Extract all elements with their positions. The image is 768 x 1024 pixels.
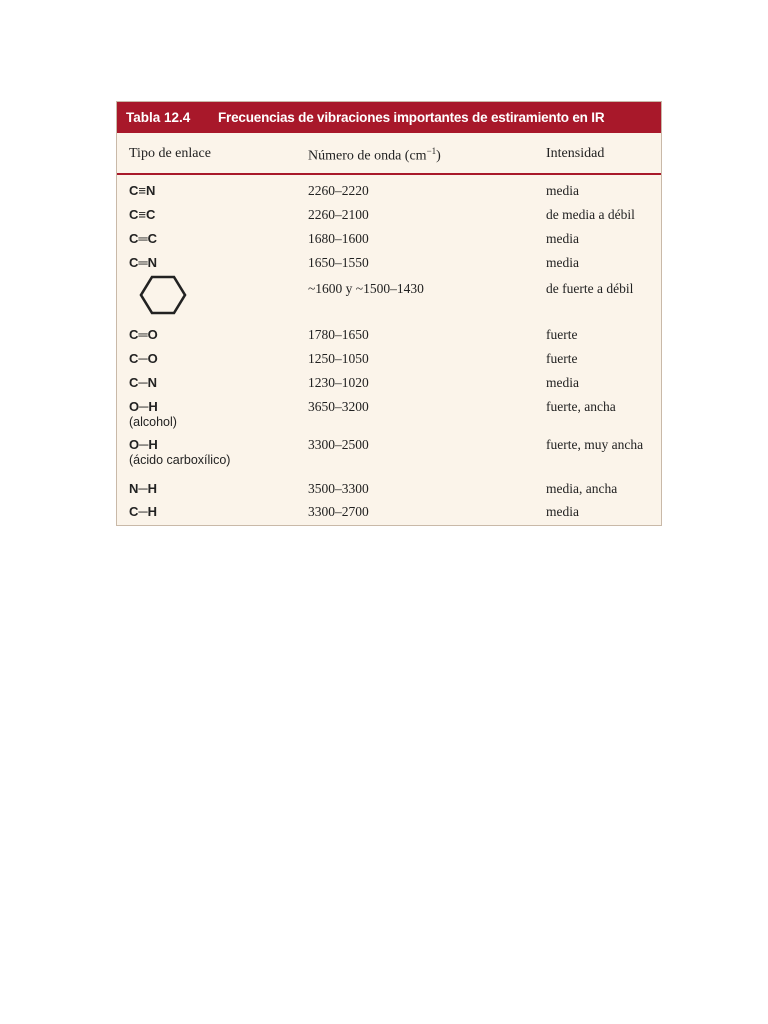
bond-note: (ácido carboxílico) <box>129 453 231 467</box>
intensity: media <box>546 183 579 198</box>
ir-frequency-table <box>116 101 662 526</box>
bond-formula: C═N <box>129 255 157 270</box>
bond-formula: C═O <box>129 327 158 342</box>
col-header-wavenumber-sup: −1 <box>426 146 437 156</box>
table-title: Frecuencias de vibraciones importantes de estiramiento en IR <box>218 110 605 125</box>
wavenumber-range: 1780–1650 <box>308 327 369 342</box>
intensity: media <box>546 375 579 390</box>
col-header-wavenumber <box>308 146 441 165</box>
column-headers <box>117 133 661 175</box>
intensity: fuerte <box>546 351 578 366</box>
bond-type <box>129 183 155 198</box>
bond-formula: O─H <box>129 399 158 414</box>
wavenumber-range: 1650–1550 <box>308 255 369 270</box>
intensity: de media a débil <box>546 207 635 222</box>
bond-type <box>129 351 158 366</box>
intensity: fuerte, ancha <box>546 399 616 414</box>
bond-type <box>129 504 157 519</box>
col-header-wavenumber-close: ) <box>436 148 441 164</box>
wavenumber-range: 3650–3200 <box>308 399 369 414</box>
intensity: media <box>546 504 579 519</box>
col-header-wavenumber-text: Número de onda (cm <box>308 148 427 164</box>
bond-type <box>129 207 155 222</box>
bond-type <box>129 231 157 246</box>
table-number: Tabla 12.4 <box>126 110 191 125</box>
bond-formula: C≡C <box>129 207 156 222</box>
wavenumber-range: ~1600 y ~1500–1430 <box>308 281 424 296</box>
wavenumber-range: 2260–2100 <box>308 207 369 222</box>
col-header-intensity: Intensidad <box>546 146 605 161</box>
intensity: media, ancha <box>546 481 618 496</box>
wavenumber-range: 3300–2700 <box>308 504 369 519</box>
intensity: media <box>546 255 579 270</box>
wavenumber-range: 1250–1050 <box>308 351 369 366</box>
intensity: fuerte <box>546 327 578 342</box>
bond-formula: C─O <box>129 351 158 366</box>
wavenumber-range: 2260–2220 <box>308 183 369 198</box>
bond-type <box>129 255 157 270</box>
bond-type <box>129 437 230 467</box>
bond-type <box>129 327 158 342</box>
bond-formula: N─H <box>129 481 157 496</box>
intensity: de fuerte a débil <box>546 281 634 296</box>
bond-type <box>129 375 157 390</box>
bond-formula: O─H <box>129 437 158 452</box>
intensity: media <box>546 231 579 246</box>
bond-type <box>129 399 177 429</box>
col-header-bond: Tipo de enlace <box>129 146 211 161</box>
bond-formula: C─H <box>129 504 157 519</box>
wavenumber-range: 1680–1600 <box>308 231 369 246</box>
benzene-ring-icon <box>139 275 187 315</box>
bond-formula: C─N <box>129 375 157 390</box>
bond-type <box>129 481 157 496</box>
bond-note: (alcohol) <box>129 415 177 429</box>
wavenumber-range: 1230–1020 <box>308 375 369 390</box>
wavenumber-range: 3300–2500 <box>308 437 369 452</box>
intensity: fuerte, muy ancha <box>546 437 644 452</box>
bond-formula: C═C <box>129 231 157 246</box>
bond-formula: C≡N <box>129 183 156 198</box>
table-header-bar <box>117 102 661 133</box>
wavenumber-range: 3500–3300 <box>308 481 369 496</box>
